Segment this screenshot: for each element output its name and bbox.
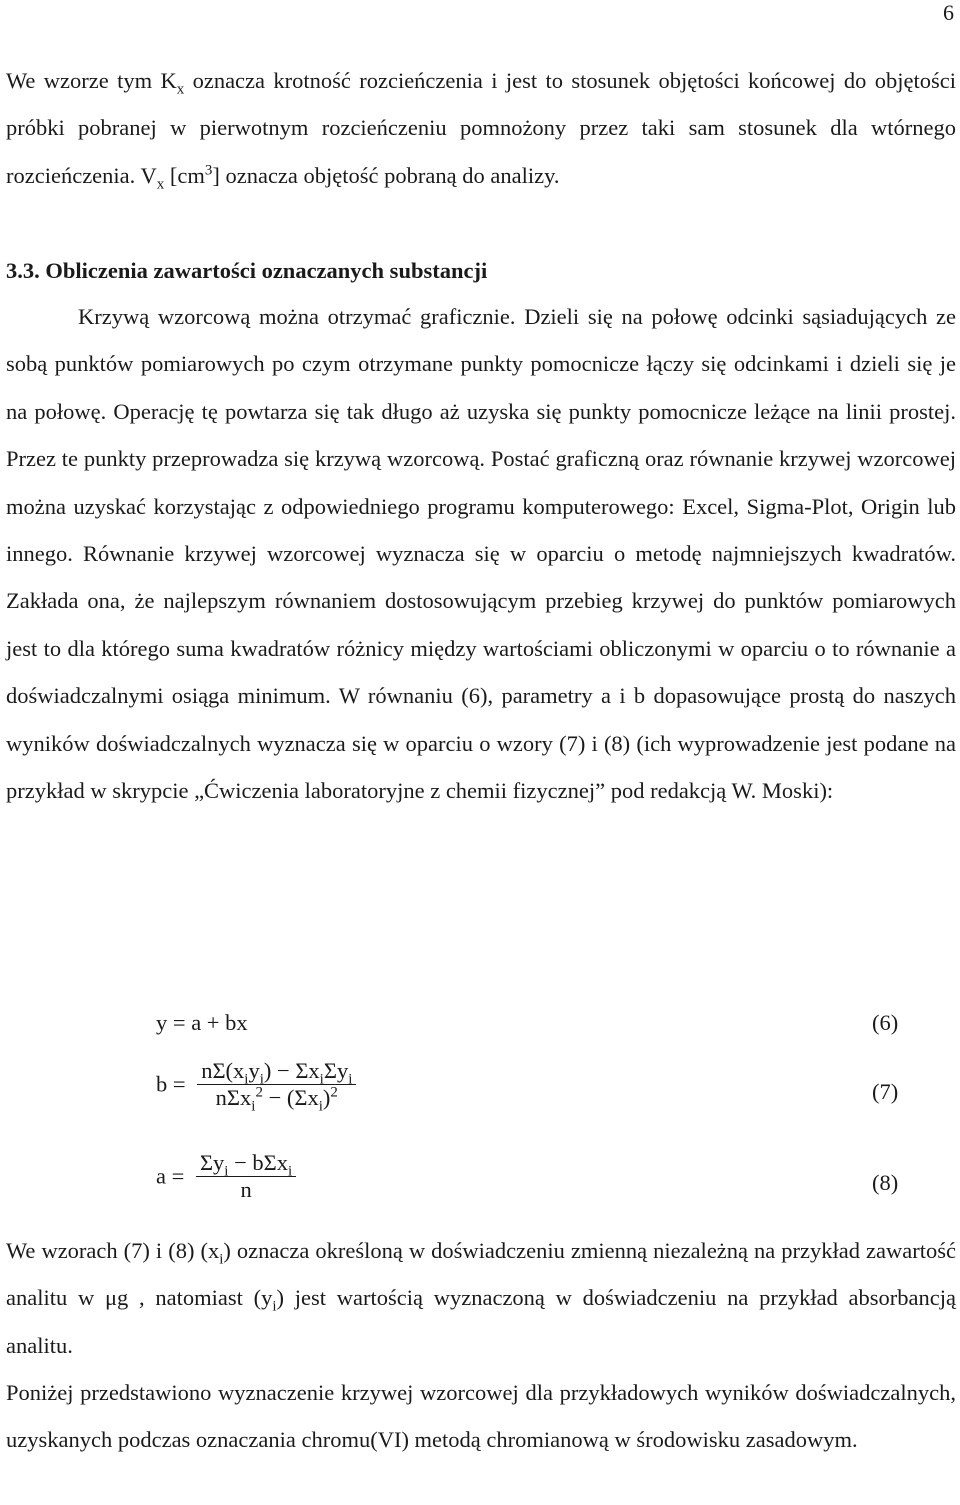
equation-7-denominator (197, 1084, 356, 1115)
math-run: y (248, 1058, 260, 1083)
math-run: nΣx (215, 1085, 252, 1110)
subscript: i (272, 1298, 277, 1315)
equation-8-lhs: a = (156, 1163, 185, 1189)
equation-8-fraction (196, 1150, 296, 1203)
subscript: i (219, 1251, 224, 1268)
math-run: Σy (199, 1150, 225, 1175)
math-run: ) (322, 1085, 331, 1110)
subscript: x (176, 81, 185, 98)
equation-7 (156, 1058, 356, 1115)
subscript: i (251, 1098, 256, 1115)
equation-8-numerator (196, 1150, 296, 1180)
equation-7-number: (7) (872, 1079, 899, 1104)
math-run: Σy (323, 1058, 349, 1083)
equation-8 (156, 1150, 296, 1203)
paragraph-calibration-curve: Krzywą wzorcową można otrzymać graficznie. Dzieli się na połowę odcinki sąsiadujących ze sobą punktów pomiarowych po czym otrzymane punkty pomocnicze łączy się odcinkami i dzieli się je na połowę. Operację tę powtarza się tak długo aż uzyska się punkty pomocnicze leżące na linii prostej. Przez te punkty przeprowadza się krzywą wzorcową. Postać graficzną oraz równanie krzywej wzorcowej można uzyskać korzystając z odpowiedniego programu komputerowego: Excel, Sigma-Plot, Origin lub innego. Równanie krzywej wzorcowej wyznacza się w oparciu o metodę najmniejszych kwadratów. Zakłada ona, że najlepszym równaniem dostosowującym przebieg krzywej do punktów pomiarowych jest to dla którego suma kwadratów różnicy między wartościami obliczonymi w oparciu o to równanie a doświadczalnymi osiąga minimum. W równaniu (6), parametry a i b dopasowujące prostą do naszych wyników doświadczalnych wyznacza się w oparciu o wzory (7) i (8) (ich wyprowadzenie jest podane na przykład w skrypcie „Ćwiczenia laboratoryjne z chemii fizycznej” pod redakcją W. Moski): (6, 304, 956, 804)
equation-6: y = a + bx (156, 1010, 248, 1035)
math-run: − (Σx (262, 1085, 319, 1110)
text-run: ) jest wartością wyznaczoną w doświadczeniu na przykład absorbancją analitu. (6, 1285, 956, 1358)
subscript: x (156, 176, 165, 193)
equation-8-denominator: n (240, 1177, 252, 1202)
subscript: i (288, 1163, 293, 1180)
math-run: ) − Σx (263, 1058, 320, 1083)
superscript: 2 (330, 1084, 338, 1101)
equation-7-fraction (197, 1058, 356, 1115)
text-run: We wzorach (7) i (8) (x (6, 1238, 220, 1263)
equation-7-numerator (197, 1058, 356, 1088)
superscript: 2 (255, 1084, 263, 1101)
subscript: i (318, 1098, 323, 1115)
paragraph-variables (6, 1227, 956, 1369)
text-run: ) oznacza określoną w doświadczeniu zmienną niezależną na przykład zawartość analitu w μg , natomiast (y (6, 1238, 956, 1311)
equation-6-number: (6) (872, 1010, 899, 1035)
equation-7-lhs: b = (156, 1071, 186, 1097)
equation-8-number: (8) (872, 1170, 899, 1195)
subscript: i (244, 1071, 249, 1088)
subscript: i (319, 1071, 324, 1088)
math-run: − bΣx (228, 1150, 289, 1175)
text-run: oznacza krotność rozcieńczenia i jest to stosunek objętości końcowej do objętości próbki pobranej w pierwotnym rozcieńczeniu pomnożony przez taki sam stosunek dla wtórnego rozcieńczenia. V (6, 68, 956, 188)
section-heading: 3.3. Obliczenia zawartości oznaczanych substancji (6, 258, 488, 283)
paragraph-example: Poniżej przedstawiono wyznaczenie krzywej wzorcowej dla przykładowych wyników doświadczalnych, uzyskanych podczas oznaczania chromu(VI) metodą chromianową w środowisku zasadowym. (6, 1380, 956, 1453)
text-run: We wzorze tym K (6, 68, 177, 93)
math-run: nΣ(x (201, 1058, 245, 1083)
subscript: i (224, 1163, 229, 1180)
subscript: i (259, 1071, 264, 1088)
subscript: i (348, 1071, 353, 1088)
text-run: ] oznacza objętość pobraną do analizy. (212, 162, 560, 188)
superscript: 3 (204, 162, 213, 179)
paragraph-dilution (6, 57, 956, 199)
page-number: 6 (943, 0, 954, 25)
text-run: [cm (164, 162, 205, 188)
